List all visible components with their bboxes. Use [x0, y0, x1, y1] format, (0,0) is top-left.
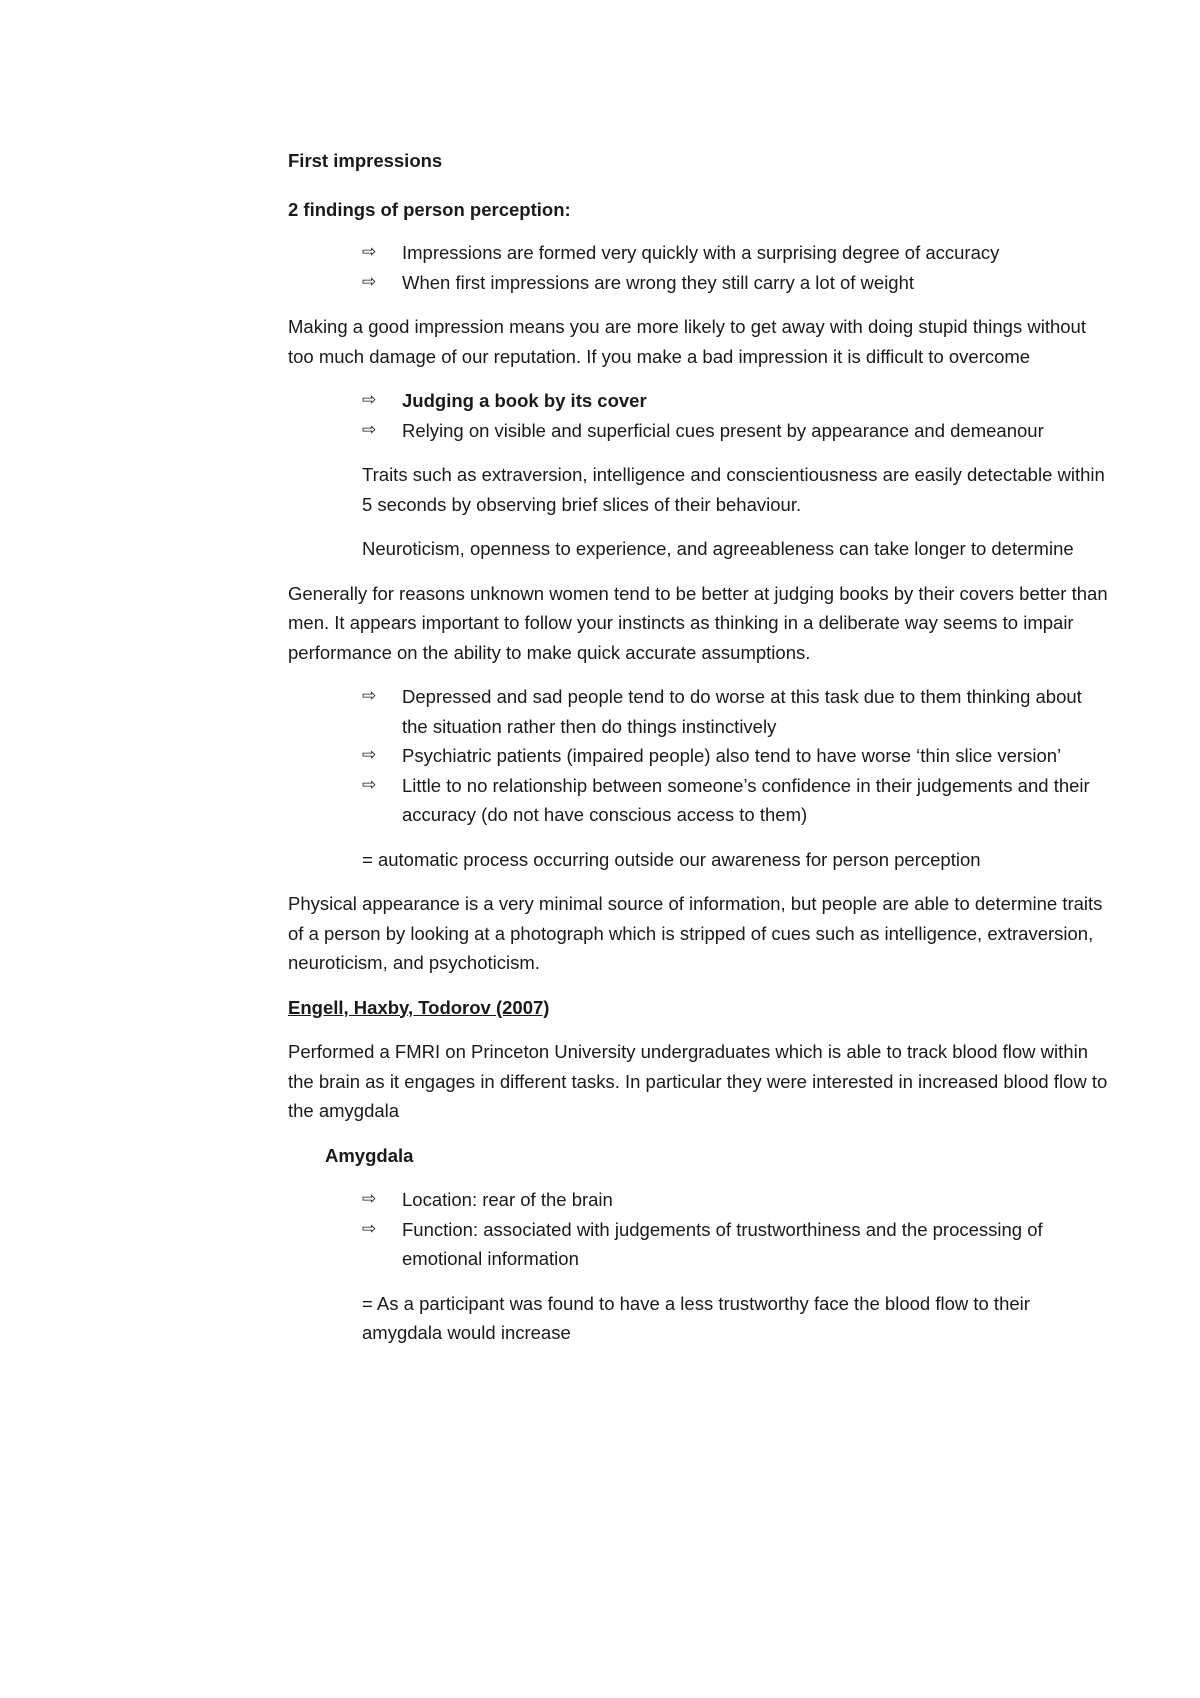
- paragraph-traits-detectable: Traits such as extraversion, intelligence and conscientiousness are easily detectable within 5 seconds by observing brief slices of their behaviour.: [362, 464, 1105, 515]
- arrow-icon: ⇨: [362, 419, 377, 440]
- list-item: ⇨ Function: associated with judgements of trustworthiness and the processing of emotional information: [362, 1215, 1108, 1274]
- amygdala-heading: Amygdala: [325, 1144, 414, 1166]
- findings-list: [288, 238, 1108, 297]
- paragraph-fmri: Performed a FMRI on Princeton University undergraduates which is able to track blood flow within the brain as it engages in different tasks. In particular they were interested in increased blood flow to the amygdala: [288, 1041, 1108, 1121]
- findings-heading: 2 findings of person perception:: [288, 198, 571, 220]
- arrow-icon: ⇨: [362, 1218, 377, 1239]
- list-item: ⇨ Location: rear of the brain: [362, 1185, 1108, 1215]
- amygdala-list: [288, 1185, 1108, 1274]
- paragraph-physical-appearance: Physical appearance is a very minimal source of information, but people are able to determine traits of a person by looking at a photograph which is stripped of cues such as intelligence, extraversion, neuroticism, and psychoticism.: [288, 893, 1103, 973]
- study-heading: Engell, Haxby, Todorov (2007): [288, 996, 550, 1018]
- arrow-icon: ⇨: [362, 774, 377, 795]
- arrow-icon: ⇨: [362, 1189, 377, 1209]
- worse-performance-list: [288, 682, 1108, 830]
- amygdala-conclusion: = As a participant was found to have a less trustworthy face the blood flow to their amygdala would increase: [362, 1292, 1030, 1343]
- list-item: ⇨ Little to no relationship between someone’s confidence in their judgements and their accuracy (do not have conscious access to them): [362, 771, 1108, 830]
- paragraph-women: Generally for reasons unknown women tend to be better at judging books by their covers better than men. It appears important to follow your instincts as thinking in a deliberate way seems to impair performance on the ability to make quick accurate assumptions.: [288, 582, 1108, 663]
- automatic-process-note: = automatic process occurring outside our awareness for person perception: [362, 848, 981, 870]
- list-item: ⇨ Relying on visible and superficial cues present by appearance and demeanour: [362, 416, 1108, 446]
- paragraph-traits-longer: Neuroticism, openness to experience, and agreeableness can take longer to determine: [362, 538, 1074, 559]
- arrow-icon: ⇨: [362, 686, 377, 706]
- arrow-icon: ⇨: [362, 271, 377, 292]
- page-title: First impressions: [288, 150, 443, 171]
- list-item: ⇨ When first impressions are wrong they still carry a lot of weight: [362, 268, 1108, 298]
- list-item: ⇨ Depressed and sad people tend to do worse at this task due to them thinking about the situation rather then do things instinctively: [362, 682, 1108, 741]
- list-item: ⇨ Judging a book by its cover: [362, 386, 1108, 416]
- list-item: ⇨ Psychiatric patients (impaired people) also tend to have worse ‘thin slice version’: [362, 741, 1108, 771]
- paragraph-good-impression: Making a good impression means you are more likely to get away with doing stupid things without too much damage of our reputation. If you make a bad impression it is difficult to overcome: [288, 316, 1086, 367]
- list-item: ⇨ Impressions are formed very quickly with a surprising degree of accuracy: [362, 238, 1108, 268]
- arrow-icon: ⇨: [362, 390, 377, 410]
- book-cover-list: [288, 386, 1108, 445]
- document-body: [288, 146, 1108, 1363]
- arrow-icon: ⇨: [362, 745, 377, 765]
- arrow-icon: ⇨: [362, 242, 377, 262]
